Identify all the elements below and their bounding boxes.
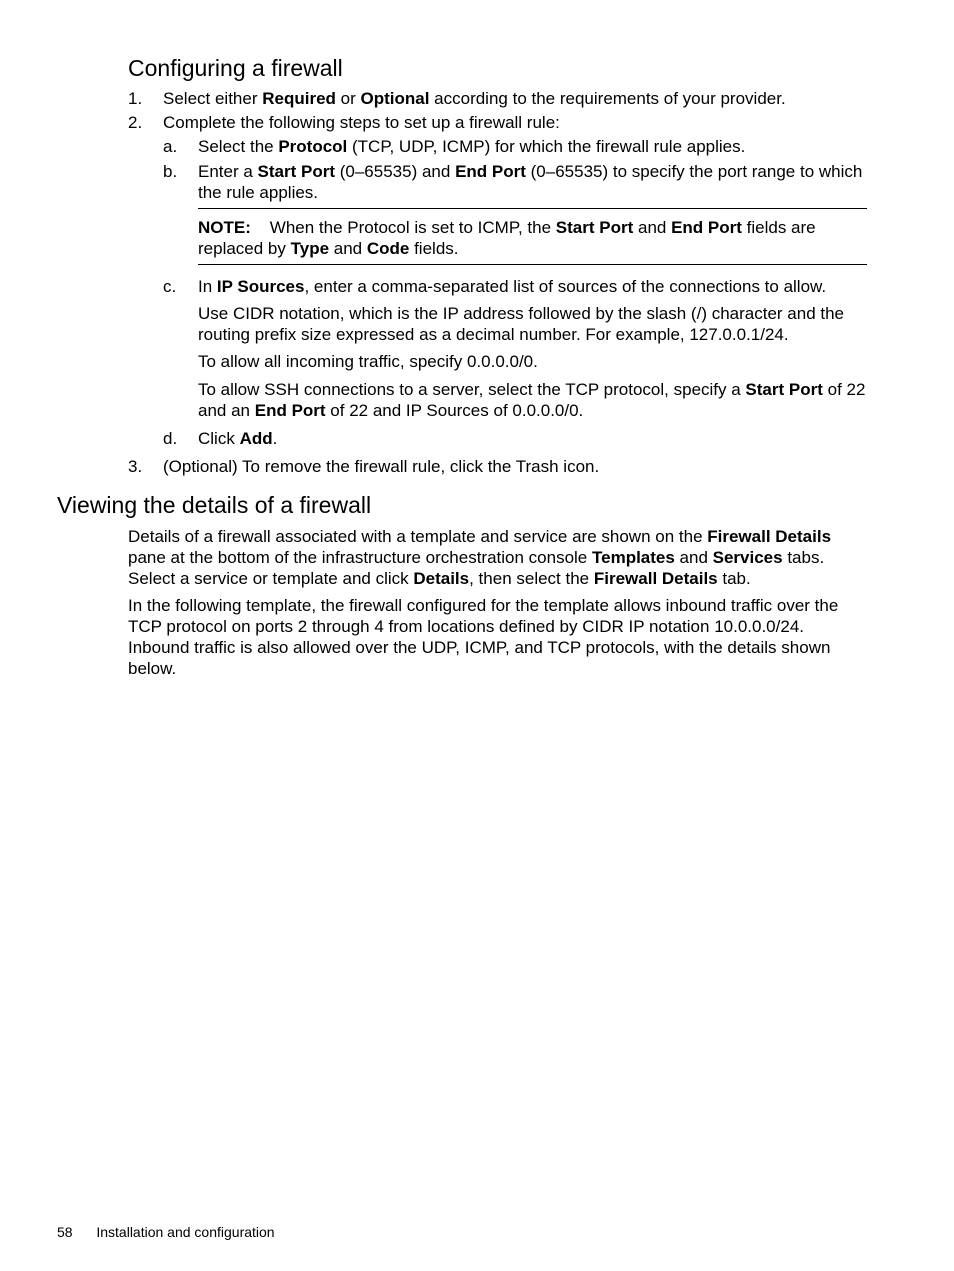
firewall-details-paragraph: Details of a firewall associated with a template and service are shown on the Firewall Details pane at the bottom of the infrastructure orchestration console Templates and Services tabs. Select a service or template and click Details, then select the Firewall Details tab. (128, 527, 832, 588)
substep-letter: a. (163, 137, 178, 156)
note-label: NOTE: (198, 218, 251, 237)
optional-option-label: Optional (360, 89, 430, 108)
step-text: Complete the following steps to set up a firewall rule: (163, 113, 560, 132)
substep-letter: d. (163, 429, 178, 448)
substep-letter: c. (163, 277, 177, 296)
substep-d-text: Click Add. (198, 429, 278, 448)
ip-sources-field-label: IP Sources (216, 277, 305, 296)
required-option-label: Required (262, 89, 336, 108)
ssh-paragraph: To allow SSH connections to a server, select the TCP protocol, specify a Start Port of 22 and an End Port of 22 and IP Sources of 0.0.0.0/0. (198, 380, 866, 420)
section-heading-viewing-firewall-details: Viewing the details of a firewall (57, 492, 372, 518)
substep-c-text: In IP Sources, enter a comma-separated list of sources of the connections to allow. (198, 277, 827, 296)
step-number: 2. (128, 113, 143, 132)
substep-a-text: Select the Protocol (TCP, UDP, ICMP) for which the firewall rule applies. (198, 137, 746, 156)
note-box (198, 208, 867, 265)
all-traffic-paragraph: To allow all incoming traffic, specify 0.0.0.0/0. (198, 352, 538, 371)
step-text: (Optional) To remove the firewall rule, click the Trash icon. (163, 457, 600, 476)
step-number: 1. (128, 89, 143, 108)
step-number: 3. (128, 457, 143, 476)
footer (57, 1223, 275, 1241)
page-number: 58 (57, 1224, 73, 1240)
substep-b-text: Enter a Start Port (0–65535) and End Port (0–65535) to specify the port range to which the rule applies. (198, 162, 863, 202)
footer-section-title: Installation and configuration (96, 1224, 275, 1240)
protocol-field-label: Protocol (278, 137, 348, 156)
section-heading-configuring-firewall: Configuring a firewall (128, 55, 343, 81)
substep-letter: b. (163, 162, 178, 181)
note-text: NOTE: When the Protocol is set to ICMP, the Start Port and End Port fields are replaced by Type and Code fields. (198, 218, 816, 258)
add-button-label: Add (239, 429, 273, 448)
start-port-field-label: Start Port (257, 162, 336, 181)
end-port-field-label: End Port (455, 162, 526, 181)
template-example-paragraph: In the following template, the firewall configured for the template allows inbound traffic over the TCP protocol on ports 2 through 4 from locations defined by CIDR IP notation 10.0.0.0/24. Inbound traffic is also allowed over the UDP, ICMP, and TCP protocols, with the details shown below. (128, 596, 839, 678)
step-text: Select either Required or Optional according to the requirements of your provider. (163, 89, 786, 108)
cidr-paragraph: Use CIDR notation, which is the IP address followed by the slash (/) character and the routing prefix size expressed as a decimal number. For example, 127.0.0.1/24. (198, 304, 845, 344)
